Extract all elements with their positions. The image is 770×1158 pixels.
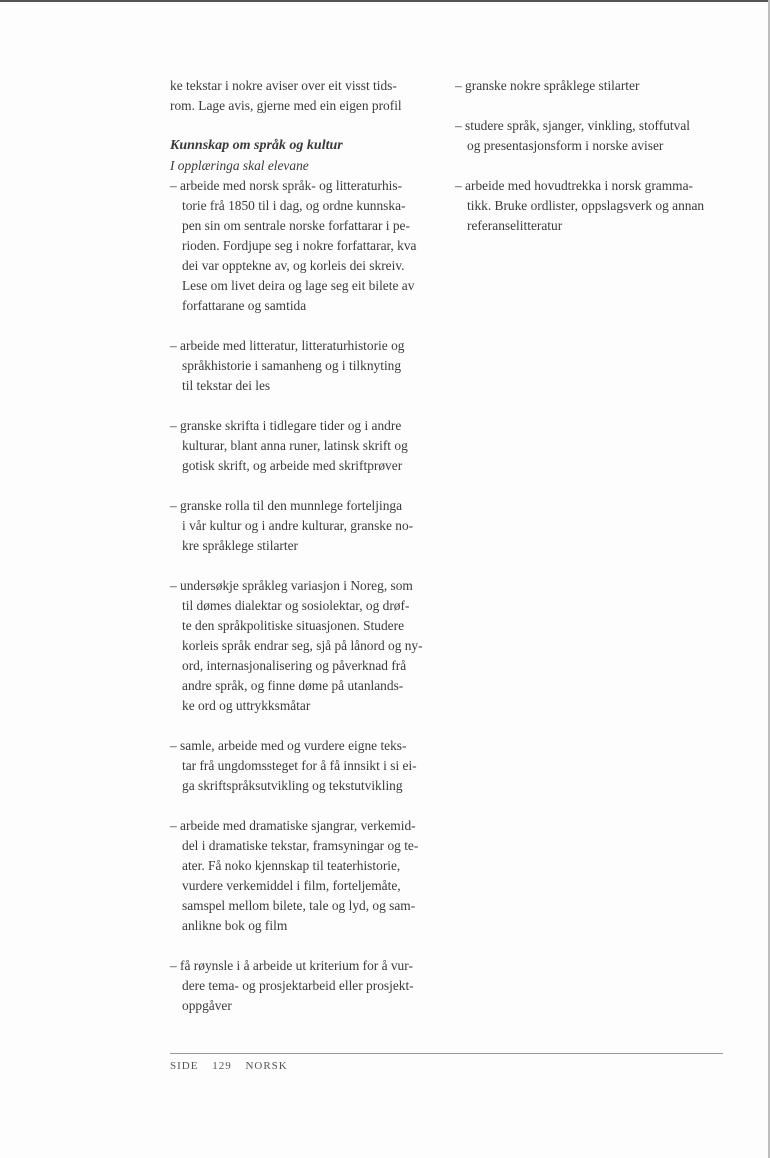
footer-side-label: SIDE — [170, 1060, 199, 1072]
item-line: – få røynsle i å arbeide ut kriterium for å vur- — [170, 958, 413, 973]
item-line: korleis språk endrar seg, sjå på lånord og ny- — [182, 638, 423, 653]
item-line: te den språkpolitiske situasjonen. Studere — [182, 618, 405, 633]
item-line: – studere språk, sjanger, vinkling, stoffutval — [455, 118, 690, 133]
list-item — [170, 176, 438, 316]
item-line: rioden. Fordjupe seg i nokre forfattarar, kva — [182, 238, 417, 253]
item-line: – arbeide med hovudtrekka i norsk gramma- — [455, 178, 693, 193]
item-line: – arbeide med litteratur, litteraturhistorie og — [170, 338, 405, 353]
item-line: referanselitteratur — [467, 218, 563, 233]
item-line: dere tema- og prosjektarbeid eller prosjekt- — [182, 978, 414, 993]
item-line: forfattarane og samtida — [182, 298, 307, 313]
item-line: – arbeide med norsk språk- og litteraturhis- — [170, 178, 403, 193]
item-line: pen sin om sentrale norske forfattarar i pe- — [182, 218, 410, 233]
section-subheading: I opplæringa skal elevane — [170, 158, 309, 173]
item-line: og presentasjonsform i norske aviser — [467, 138, 664, 153]
item-line: ke ord og uttrykksmåtar — [182, 698, 311, 713]
list-item — [170, 816, 438, 936]
item-line: – granske skrifta i tidlegare tider og i andre — [170, 418, 402, 433]
page-number: 129 — [212, 1060, 232, 1072]
item-line: i vår kultur og i andre kulturar, granske no- — [182, 518, 414, 533]
item-line: til tekstar dei les — [182, 378, 271, 393]
list-item — [170, 496, 438, 556]
intro-line: ke tekstar i nokre aviser over eit visst tids- — [170, 78, 397, 93]
item-line: samspel mellom bilete, tale og lyd, og sam- — [182, 898, 416, 913]
left-column — [170, 76, 438, 1016]
item-line: tikk. Bruke ordlister, oppslagsverk og annan — [467, 198, 705, 213]
item-line: gotisk skrift, og arbeide med skriftprøver — [182, 458, 403, 473]
page-footer — [170, 1060, 298, 1072]
item-line: – undersøkje språkleg variasjon i Noreg, som — [170, 578, 413, 593]
list-item — [170, 416, 438, 476]
footer-subject: NORSK — [245, 1060, 288, 1072]
list-item — [455, 76, 727, 96]
intro-line: rom. Lage avis, gjerne med ein eigen profil — [170, 98, 402, 113]
item-line: dei var opptekne av, og korleis dei skreiv. — [182, 258, 405, 273]
list-item — [170, 956, 438, 1016]
list-item — [170, 336, 438, 396]
item-line: til dømes dialektar og sosiolektar, og drøf- — [182, 598, 410, 613]
item-line: – samle, arbeide med og vurdere eigne teks- — [170, 738, 407, 753]
item-line: kre språklege stilarter — [182, 538, 298, 553]
item-line: del i dramatiske tekstar, framsyningar og te- — [182, 838, 419, 853]
intro-paragraph — [170, 76, 438, 116]
list-item — [455, 176, 727, 236]
item-line: anlikne bok og film — [182, 918, 288, 933]
item-line: – granske rolla til den munnlege forteljinga — [170, 498, 403, 513]
footer-rule — [170, 1053, 723, 1054]
item-line: vurdere verkemiddel i film, forteljemåte, — [182, 878, 401, 893]
item-line: – granske nokre språklege stilarter — [455, 78, 640, 93]
item-line: ord, internasjonalisering og påverknad frå — [182, 658, 407, 673]
item-line: tar frå ungdomssteget for å få innsikt i si ei- — [182, 758, 417, 773]
list-item — [455, 116, 727, 156]
top-border — [0, 0, 770, 2]
list-item — [170, 576, 438, 716]
list-item — [170, 736, 438, 796]
item-line: kulturar, blant anna runer, latinsk skrift og — [182, 438, 408, 453]
item-line: språkhistorie i samanheng og i tilknyting — [182, 358, 402, 373]
item-line: torie frå 1850 til i dag, og ordne kunnska- — [182, 198, 406, 213]
section-heading: Kunnskap om språk og kultur — [170, 138, 343, 153]
item-line: andre språk, og finne døme på utanlands- — [182, 678, 404, 693]
item-line: ater. Få noko kjennskap til teaterhistorie, — [182, 858, 401, 873]
item-line: Lese om livet deira og lage seg eit bilete av — [182, 278, 415, 293]
item-line: ga skriftspråksutvikling og tekstutvikling — [182, 778, 403, 793]
right-column — [455, 76, 727, 236]
item-line: oppgåver — [182, 998, 232, 1013]
item-line: – arbeide med dramatiske sjangrar, verkemid- — [170, 818, 416, 833]
